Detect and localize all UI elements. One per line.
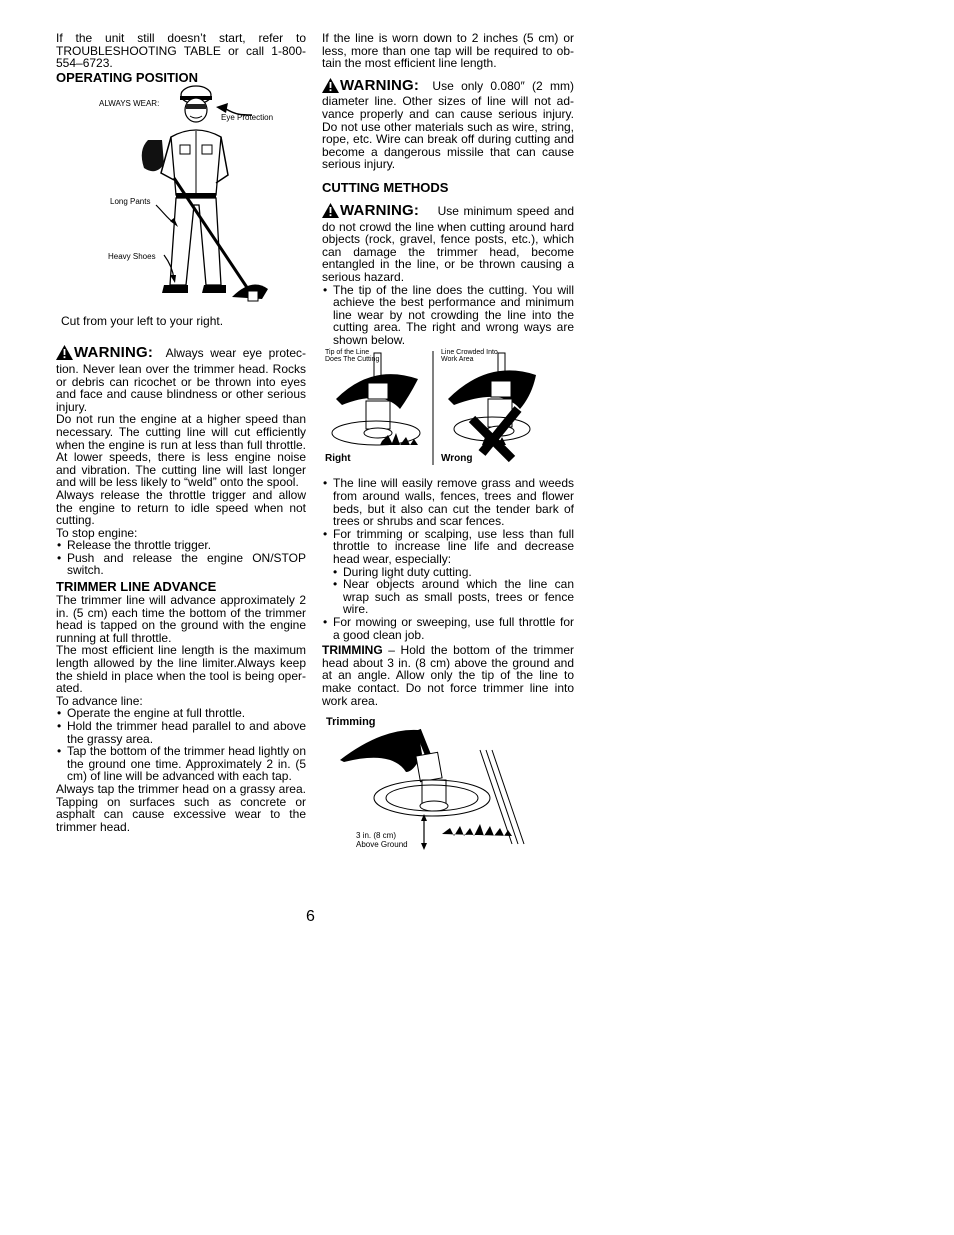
trimming-illustration — [322, 710, 574, 850]
warning-label: WARNING: — [74, 344, 154, 362]
tap-grassy-paragraph: Always tap the trimmer head on a grassy area. Tapping on surfaces such as concrete or asphalt can cause excessive wear to the trimmer head. — [56, 781, 306, 834]
warning-first-line: Use minimum speed — [437, 203, 550, 218]
trimming-figure — [322, 710, 574, 850]
list-item: • Operate the engine at full throttle. — [56, 707, 306, 720]
operating-position-heading: OPERATING POSITION — [56, 69, 199, 85]
right-wrong-figure — [322, 349, 574, 467]
warning-text: diameter line. Other sizes of line will not ad-vance properly and can cause serious injury. Do not use other materials such as wire, string, rope, etc. Wire can break off during cutting and become a dangerous missile that can cause serious injury. — [322, 94, 574, 172]
tip-label-line-2: Does The Cutting — [325, 356, 380, 364]
height-label — [356, 831, 408, 849]
trimmer-line-paragraph: The trimmer line will advance approximately 2 in. (5 cm) each time the bottom of the trimmer head is tapped on the ground with the engine running at full throttle. — [56, 593, 306, 645]
height-label-line-2: Above Ground — [356, 840, 408, 850]
list-item: • The tip of the line does the cutting. You will achieve the best performance and minimum line wear by not crowding the line into the cutting area. The right and wrong ways are shown below. — [322, 284, 574, 347]
tip-of-line-label — [325, 349, 379, 363]
trimming-lead: TRIMMING — [322, 643, 383, 658]
list-item: • During light duty cutting. — [322, 566, 574, 579]
cutting-methods-heading: CUTTING METHODS — [322, 179, 449, 195]
eye-protection-label: Eye Protection — [221, 112, 274, 122]
right-label: Right — [325, 453, 351, 465]
list-item: • Near objects around which the line can wrap such as small posts, trees or fence wire. — [322, 578, 574, 616]
cutting-notes-list — [322, 477, 574, 641]
always-wear-label: ALWAYS WEAR: — [99, 98, 160, 108]
trimming-text: – Hold the bottom of the trimmer head about 3 in. (8 cm) above the ground and at an angle. Allow only the tip of the line to make contact. Do not force trimmer line into work area. — [322, 643, 574, 708]
to-stop-engine-label: To stop engine: — [56, 525, 138, 540]
warning-label: WARNING: — [340, 76, 420, 94]
list-item: • Hold the trimmer head parallel to and above the grassy area. — [56, 720, 306, 745]
height-label-line-1: 3 in. (8 cm) — [356, 831, 397, 841]
list-item: • Tap the bottom of the trimmer head lightly on the ground one time. Approximately 2 in. (5 cm) of line will be advanced with each tap. — [56, 745, 306, 783]
long-pants-label: Long Pants — [110, 196, 151, 206]
page-number: 6 — [306, 908, 315, 925]
list-item: • For trimming or scalping, use less than full throttle to increase line life and decrease head wear, especially: — [322, 528, 574, 566]
warning-text: tion. Never lean over the trimmer head. Rocks or debris can ricochet or be thrown into eyes and face and cause blindness or other serious injury. — [56, 361, 306, 414]
warning-line-size — [322, 78, 574, 171]
release-throttle-paragraph: Always release the throttle trigger and allow the engine to return to idle speed when not cutting. — [56, 487, 306, 528]
line-crowded-label — [441, 349, 498, 363]
trimming-figure-title: Trimming — [326, 716, 376, 729]
crowd-label-line-1: Line Crowded Into — [441, 349, 498, 357]
left-column — [56, 32, 306, 833]
warning-icon — [322, 78, 339, 96]
cutting-tip-list — [322, 284, 574, 347]
wrong-label: Wrong — [441, 453, 473, 465]
operating-position-caption: Cut from your left to your right. — [61, 313, 224, 328]
warning-eye-protection — [56, 345, 306, 413]
to-advance-label: To advance line: — [56, 693, 143, 708]
right-column — [322, 32, 574, 850]
warning-label: WARNING: — [340, 201, 420, 219]
line-worn-paragraph: If the line is worn down to 2 inches (5 cm) or less, more than one tap will be required to ob-tain the most efficient line length. — [322, 31, 574, 71]
trimmer-line-heading: TRIMMER LINE ADVANCE — [56, 579, 217, 595]
warning-icon — [322, 203, 339, 221]
warning-first-line: Always wear eye protec- — [165, 346, 306, 361]
warning-icon — [56, 345, 73, 363]
engine-speed-paragraph: Do not run the engine at a higher speed than necessary. The cutting line will cut efficiently when the engine is run at less than full throttle. At lower speeds, there is less engine noise and vibration. The cutting line will last longer and will be less likely to “weld” onto the spool. — [56, 412, 306, 490]
tip-label-line-1: Tip of the Line — [325, 349, 370, 357]
warning-text: and do not crowd the line when cutting around hard objects (rock, gravel, fence posts, etc.), which can damage the trimmer head, become entangled in the line, or be thrown causing a serious hazard. — [322, 203, 574, 284]
trimming-paragraph — [322, 644, 574, 707]
operating-position-figure — [56, 85, 306, 315]
warning-minimum-speed — [322, 203, 574, 284]
list-item: • Release the throttle trigger. — [56, 539, 306, 552]
crowd-label-line-2: Work Area — [441, 356, 474, 364]
advance-line-list — [56, 707, 306, 783]
line-length-paragraph: The most efficient line length is the maximum length allowed by the line limiter.Always keep the shield in place when the tool is being oper-ated. — [56, 643, 306, 696]
stop-engine-list — [56, 539, 306, 577]
list-item: • The line will easily remove grass and weeds from around walls, fences, trees and flower beds, but it also can cut the tender bark of trees or shrubs and scar fences. — [322, 477, 574, 527]
heavy-shoes-label: Heavy Shoes — [108, 251, 156, 261]
list-item: • Push and release the engine ON/STOP switch. — [56, 552, 306, 577]
intro-paragraph: If the unit still doesn’t start, refer to TROUBLESHOOTING TABLE or call 1-800-554–6723. — [56, 31, 306, 71]
right-wrong-illustration — [322, 349, 574, 467]
list-item: • For mowing or sweeping, use full throttle for a good clean job. — [322, 616, 574, 641]
warning-first-line: Use only 0.080″ (2 mm) — [432, 78, 574, 93]
